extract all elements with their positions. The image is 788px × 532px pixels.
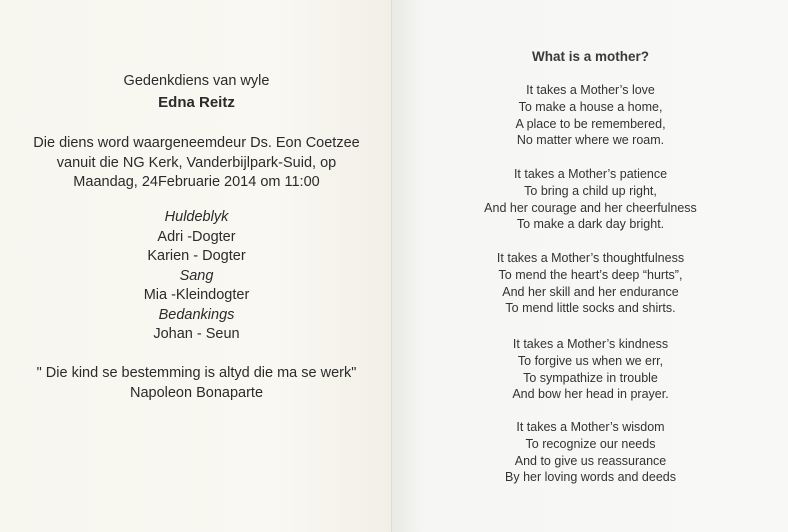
poem-line: It takes a Mother’s love bbox=[526, 83, 655, 97]
program-heading-bedankings: Bedankings bbox=[158, 306, 235, 323]
poem-line: To make a dark day bright. bbox=[516, 217, 665, 232]
left-page bbox=[0, 0, 393, 532]
poem-title: What is a mother? bbox=[531, 49, 649, 64]
poem-line: To mend the heart’s deep “hurts”, bbox=[498, 267, 683, 282]
service-line: Die diens word waargeneemdeur Ds. Eon Coetzee bbox=[33, 135, 360, 151]
poem-line: To forgive us when we err, bbox=[517, 353, 664, 368]
memorial-intro: Gedenkdiens van wyle bbox=[123, 73, 270, 89]
program-item: Johan - Seun bbox=[153, 326, 240, 342]
poem-line: To mend little socks and shirts. bbox=[505, 301, 676, 316]
poem-stanza bbox=[393, 419, 788, 486]
program-item: Karien - Dogter bbox=[147, 248, 246, 264]
poem-line: To bring a child up right, bbox=[524, 183, 657, 198]
right-page bbox=[393, 0, 788, 532]
service-line: vanuit die NG Kerk, Vanderbijlpark-Suid, op bbox=[56, 154, 337, 171]
service-details bbox=[0, 134, 393, 193]
poem-line: And her courage and her cheerfulness bbox=[484, 200, 697, 215]
quote-block bbox=[0, 364, 393, 403]
poem-line: By her loving words and deeds bbox=[505, 470, 676, 485]
poem-line: It takes a Mother’s wisdom bbox=[516, 420, 665, 434]
program-item: Mia -Kleindogter bbox=[143, 287, 250, 303]
program-item: Adri -Dogter bbox=[157, 228, 236, 245]
poem-stanza bbox=[393, 82, 788, 149]
poem-line: No matter where we roam. bbox=[516, 133, 665, 148]
poem-stanza bbox=[393, 166, 788, 233]
poem-line: And bow her head in prayer. bbox=[512, 387, 669, 402]
memorial-heading bbox=[0, 72, 393, 114]
quote-author: Napoleon Bonaparte bbox=[129, 384, 264, 401]
poem-line: It takes a Mother’s kindness bbox=[512, 337, 669, 351]
poem-line: To make a house a home, bbox=[518, 99, 663, 114]
poem-line: And her skill and her endurance bbox=[502, 284, 679, 299]
poem-stanza bbox=[393, 336, 788, 403]
poem-stanza bbox=[393, 250, 788, 317]
program-heading-huldeblyk: Huldeblyk bbox=[164, 209, 229, 225]
quote-text: " Die kind se bestemming is altyd die ma se werk" bbox=[36, 365, 357, 381]
program-heading-sang: Sang bbox=[179, 267, 214, 284]
poem-line: To sympathize in trouble bbox=[523, 370, 658, 385]
poem-line: And to give us reassurance bbox=[514, 453, 667, 468]
service-line: Maandag, 24Februarie 2014 om 11:00 bbox=[73, 174, 320, 190]
poem-line: It takes a Mother’s thoughtfulness bbox=[496, 251, 685, 265]
poem-line: A place to be remembered, bbox=[515, 116, 666, 131]
poem-line: It takes a Mother’s patience bbox=[513, 167, 668, 181]
deceased-name: Edna Reitz bbox=[158, 93, 235, 111]
poem-line: To recognize our needs bbox=[525, 436, 656, 451]
service-program bbox=[0, 208, 393, 345]
